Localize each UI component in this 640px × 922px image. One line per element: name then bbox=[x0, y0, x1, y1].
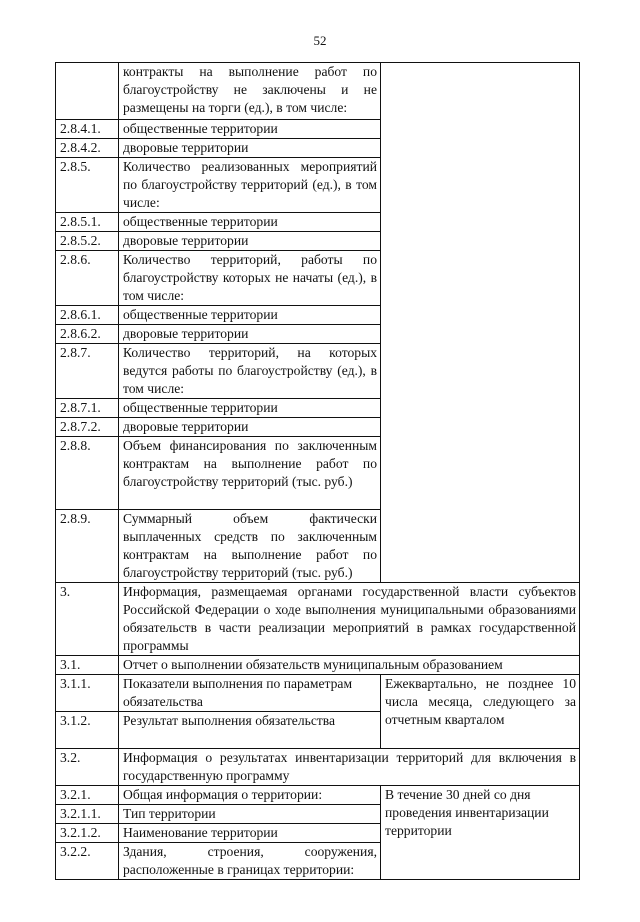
row-number: 2.8.6. bbox=[56, 251, 119, 306]
row-number: 3.2.1.2. bbox=[56, 824, 119, 843]
row-description: Суммарный объем фактически выплаченных средств по заключенным контрактам на выполнение работ по благоустройству территорий (тыс. руб.) bbox=[119, 510, 381, 583]
row-number bbox=[56, 63, 119, 120]
row-description: Наименование территории bbox=[119, 824, 381, 843]
deadline-cell: Ежеквартально, не позднее 10 числа месяца, следующего за отчетным кварталом bbox=[381, 675, 580, 749]
row-number: 2.8.4.2. bbox=[56, 139, 119, 158]
row-number: 3.2.1.1. bbox=[56, 805, 119, 824]
row-description: общественные территории bbox=[119, 120, 381, 139]
row-description: общественные территории bbox=[119, 213, 381, 232]
row-description: контракты на выполнение работ по благоустройству не заключены и не размещены на торги (ед.), в том числе: bbox=[119, 63, 381, 120]
row-number: 2.8.5.2. bbox=[56, 232, 119, 251]
table-row bbox=[56, 786, 580, 805]
page-number: 52 bbox=[313, 33, 327, 48]
row-description: дворовые территории bbox=[119, 232, 381, 251]
row-number: 3.1. bbox=[56, 656, 119, 675]
row-description: Количество территорий, на которых ведутся работы по благоустройству (ед.), в том числе: bbox=[119, 344, 381, 399]
row-description: Количество территорий, работы по благоустройству которых не начаты (ед.), в том числе: bbox=[119, 251, 381, 306]
table-row-section-3 bbox=[56, 583, 580, 656]
row-number: 3.2.1. bbox=[56, 786, 119, 805]
row-description: общественные территории bbox=[119, 399, 381, 418]
row-number: 2.8.6.1. bbox=[56, 306, 119, 325]
row-description: дворовые территории bbox=[119, 139, 381, 158]
row-description: дворовые территории bbox=[119, 418, 381, 437]
row-number: 2.8.7.1. bbox=[56, 399, 119, 418]
row-description: Отчет о выполнении обязательств муниципальным образованием bbox=[119, 656, 580, 675]
table-row bbox=[56, 63, 580, 120]
deadline-cell-empty bbox=[381, 63, 580, 583]
row-description: Объем финансирования по заключенным контрактам на выполнение работ по благоустройству территорий (тыс. руб.) bbox=[119, 437, 381, 510]
row-number: 3. bbox=[56, 583, 119, 656]
row-number: 3.1.2. bbox=[56, 712, 119, 749]
requirements-table bbox=[55, 62, 580, 880]
row-number: 2.8.5. bbox=[56, 158, 119, 213]
row-number: 2.8.7.2. bbox=[56, 418, 119, 437]
row-number: 3.2.2. bbox=[56, 843, 119, 880]
row-description: Здания, строения, сооружения, расположенные в границах территории: bbox=[119, 843, 381, 880]
row-description: Информация о результатах инвентаризации территорий для включения в государственную программу bbox=[119, 749, 580, 786]
table-row bbox=[56, 675, 580, 712]
row-description: дворовые территории bbox=[119, 325, 381, 344]
row-description: Общая информация о территории: bbox=[119, 786, 381, 805]
row-number: 2.8.9. bbox=[56, 510, 119, 583]
row-description: Тип территории bbox=[119, 805, 381, 824]
row-number: 2.8.4.1. bbox=[56, 120, 119, 139]
row-number: 3.1.1. bbox=[56, 675, 119, 712]
row-number: 2.8.5.1. bbox=[56, 213, 119, 232]
row-description: Показатели выполнения по параметрам обязательства bbox=[119, 675, 381, 712]
row-number: 3.2. bbox=[56, 749, 119, 786]
row-number: 2.8.6.2. bbox=[56, 325, 119, 344]
row-description: общественные территории bbox=[119, 306, 381, 325]
table-row bbox=[56, 656, 580, 675]
row-number: 2.8.8. bbox=[56, 437, 119, 510]
deadline-cell: В течение 30 дней со дня проведения инвентаризации территории bbox=[381, 786, 580, 880]
row-description: Информация, размещаемая органами государственной власти субъектов Российской Федерации о ходе выполнения муниципальными образованиями обязательств в части реализации мероприятий в рамках государственной программы bbox=[119, 583, 580, 656]
row-number: 2.8.7. bbox=[56, 344, 119, 399]
row-description: Количество реализованных мероприятий по благоустройству территорий (ед.), в том числе: bbox=[119, 158, 381, 213]
row-description: Результат выполнения обязательства bbox=[119, 712, 381, 749]
table-row bbox=[56, 749, 580, 786]
